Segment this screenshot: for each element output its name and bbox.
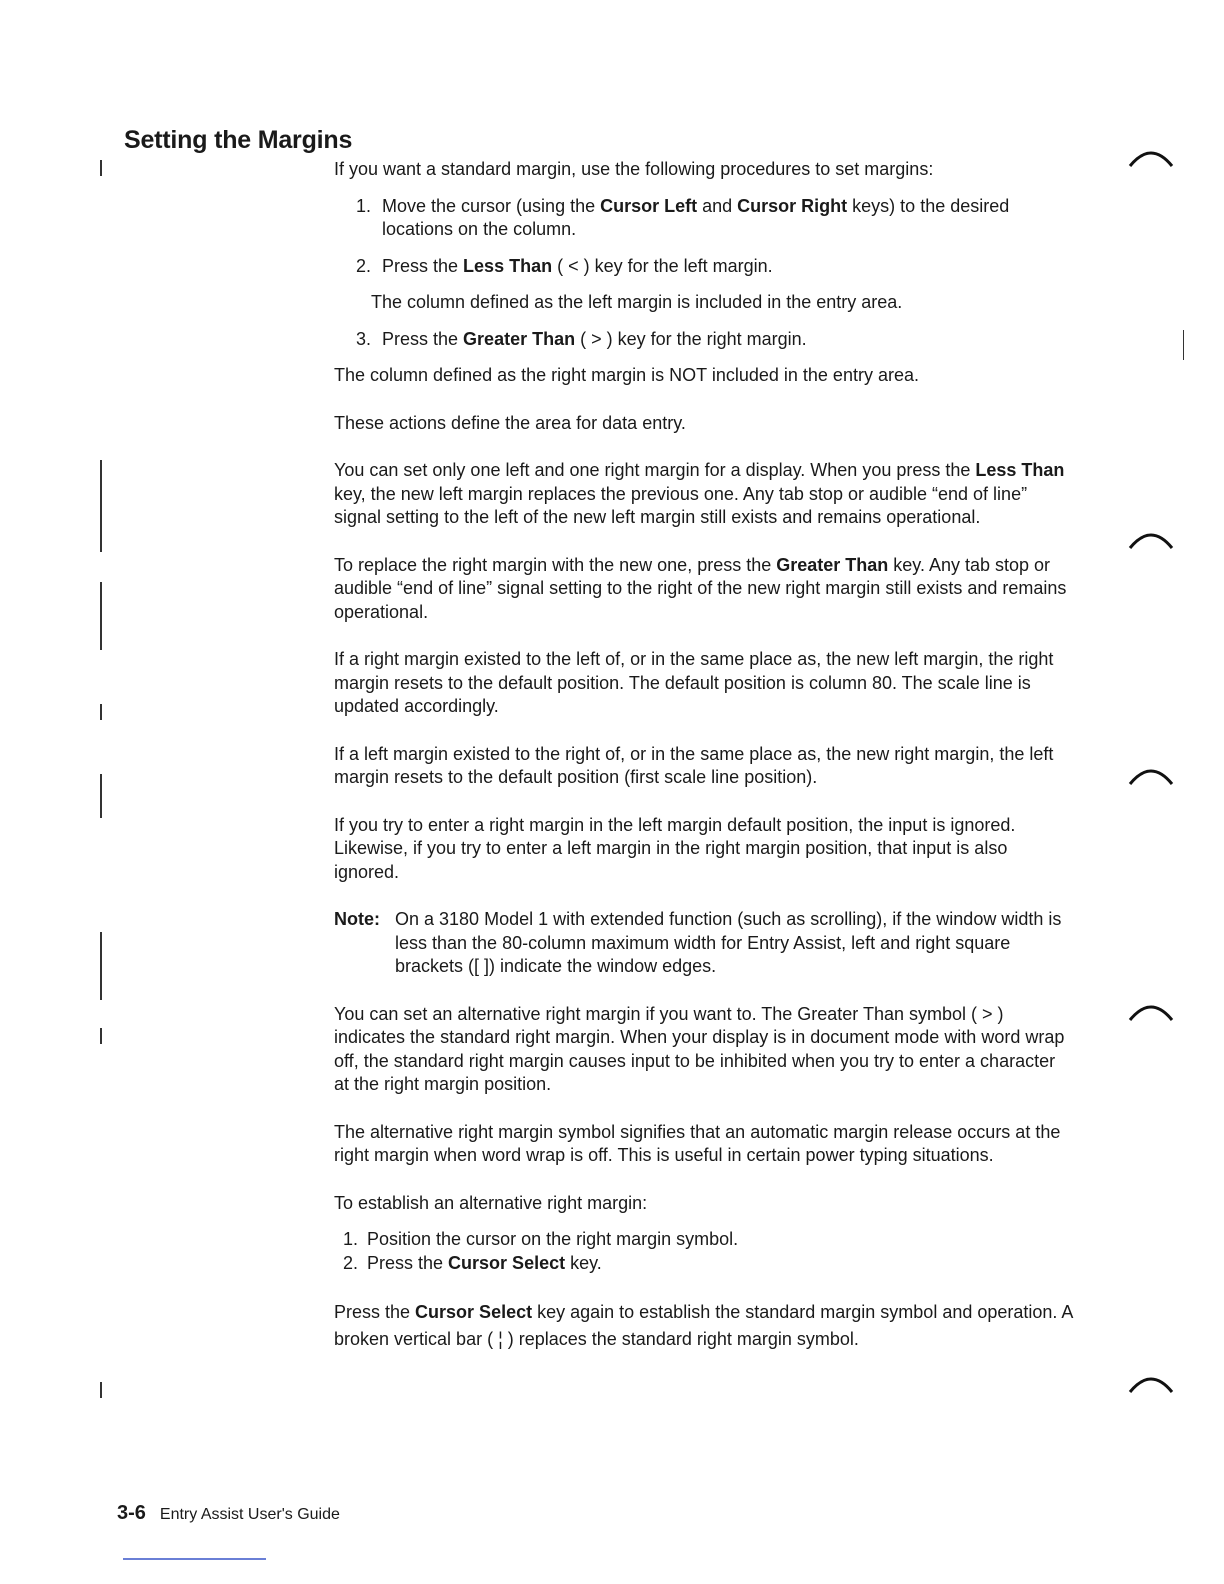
- step-detail: The column defined as the left margin is included in the entry area.: [371, 292, 903, 312]
- change-bar: [100, 704, 102, 720]
- body-text: [334, 158, 1074, 1353]
- list-item: [334, 255, 1074, 279]
- binder-hole-mark: [1128, 146, 1174, 168]
- step-text: Move the cursor (using the Cursor Left and Cursor Right keys) to the desired locations on the column.: [382, 195, 1010, 239]
- paragraph: You can set an alternative right margin if you want to. The Greater Than symbol ( > ) indicates the standard right margin. When your display is in document mode with word wrap off, the standard right margin causes input to be inhibited when you try to enter a character at the right margin position.: [334, 1003, 1065, 1094]
- step-text: Press the Greater Than ( > ) key for the right margin.: [382, 328, 807, 349]
- key-name: Less Than: [463, 255, 553, 276]
- page-title: Setting the Margins: [124, 126, 353, 154]
- step-number: 1.: [342, 1229, 358, 1249]
- key-name: Cursor Right: [737, 195, 848, 216]
- note-label: Note:: [334, 909, 380, 929]
- step-number: 2.: [355, 255, 371, 276]
- paragraph: If a right margin existed to the left of, or in the same place as, the new left margin, the right margin resets to the default position. The default position is column 80. The scale line is updated accordingly.: [334, 649, 1054, 716]
- paragraph: These actions define the area for data entry.: [334, 412, 686, 433]
- change-bar: [100, 160, 102, 176]
- intro-text: If you want a standard margin, use the following procedures to set margins:: [334, 159, 934, 179]
- binder-hole-mark: [1128, 528, 1174, 550]
- step-text: Position the cursor on the right margin symbol.: [367, 1229, 739, 1249]
- note-block: [334, 908, 1074, 979]
- guide-title: Entry Assist User's Guide: [159, 1506, 340, 1523]
- binder-hole-mark: [1128, 1000, 1174, 1022]
- key-name: Greater Than: [776, 554, 889, 575]
- list-item: [334, 1252, 1074, 1276]
- list-item: [334, 328, 1074, 352]
- paragraph: To replace the right margin with the new one, press the Greater Than key. Any tab stop or audible “end of line” signal setting to the right of the new right margin still exists and remains operational.: [334, 554, 1067, 622]
- list: [334, 1228, 1074, 1275]
- paragraph: To establish an alternative right margin:: [334, 1192, 648, 1213]
- binder-hole-mark: [1128, 1372, 1174, 1394]
- footer-rule: [123, 1558, 266, 1560]
- change-bar: [100, 774, 102, 818]
- list-item: [334, 195, 1074, 242]
- paragraph: You can set only one left and one right margin for a display. When you press the Less Than key, the new left margin replaces the previous one. Any tab stop or audible “end of line” signal setting to the left of the new left margin still exists and remains operational.: [334, 460, 1065, 527]
- edge-mark: [1183, 330, 1184, 360]
- paragraph: If a left margin existed to the right of, or in the same place as, the new right margin, the left margin resets to the default position (first scale line position).: [334, 743, 1054, 787]
- page-number: 3-6: [117, 1502, 146, 1524]
- page-footer: [117, 1502, 340, 1525]
- key-name: Cursor Left: [600, 195, 698, 216]
- paragraph: Press the Cursor Select key again to establish the standard margin symbol and operation. A broken vertical bar ( ¦ ) replaces the standard right margin symbol.: [334, 1302, 1073, 1349]
- key-name: Less Than: [975, 460, 1065, 480]
- key-name: Greater Than: [463, 328, 576, 349]
- change-bar: [100, 1028, 102, 1044]
- note-text: On a 3180 Model 1 with extended function (such as scrolling), if the window width is less than the 80-column maximum width for Entry Assist, left and right square brackets ([ ]) indicate the window edges.: [395, 909, 1062, 976]
- change-bar: [100, 1382, 102, 1398]
- step-number: 1.: [355, 195, 371, 216]
- key-name: Cursor Select: [415, 1302, 533, 1322]
- list-item: [334, 1228, 1074, 1252]
- step-text: Press the Cursor Select key.: [367, 1252, 602, 1273]
- paragraph: If you try to enter a right margin in the left margin default position, the input is ignored. Likewise, if you try to enter a left margin in the right margin position, that input is also ignored.: [334, 814, 1016, 882]
- key-name: Cursor Select: [448, 1252, 566, 1273]
- change-bar: [100, 460, 102, 552]
- step-number: 2.: [342, 1252, 358, 1273]
- paragraph: The alternative right margin symbol signifies that an automatic margin release occurs at the right margin when word wrap is off. This is useful in certain power typing situations.: [334, 1121, 1061, 1165]
- step-detail: The column defined as the right margin is NOT included in the entry area.: [334, 365, 919, 385]
- step-number: 3.: [355, 328, 371, 349]
- step-text: Press the Less Than ( < ) key for the left margin.: [382, 255, 773, 276]
- change-bar: [100, 932, 102, 1000]
- binder-hole-mark: [1128, 764, 1174, 786]
- change-bar: [100, 582, 102, 650]
